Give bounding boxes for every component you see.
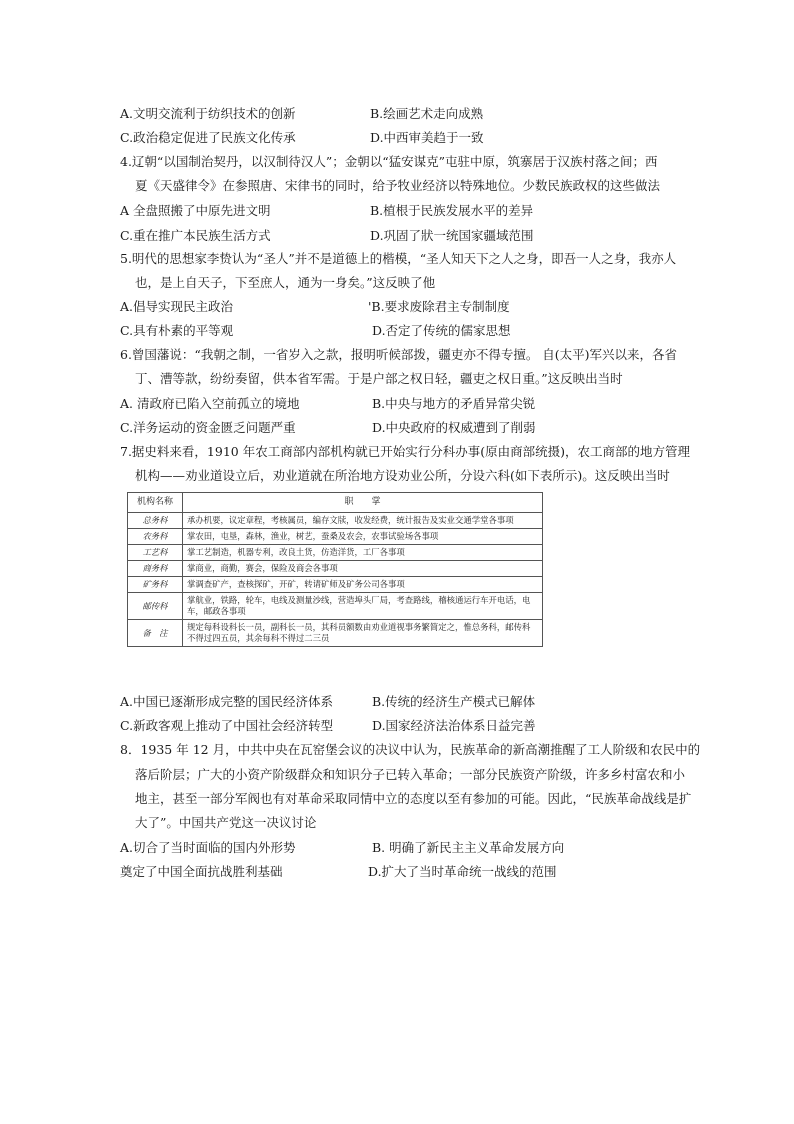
table-cell-name: 备 注 — [128, 620, 183, 647]
q4-stem-line2: 夏《天盛律令》在参照唐、宋律书的同时，给予牧业经济以特殊地位。少数民族政权的这些做法 — [135, 178, 661, 193]
q5-stem-line2: 也，是上自天子，下至庶人，通为一身矣。”这反映了他 — [135, 275, 436, 290]
table-cell-name: 邮传科 — [128, 593, 183, 620]
table-cell-duty: 掌商业，商勤，赛会，保险及商会各事项 — [183, 561, 543, 577]
q8-option-c: 奠定了中国全面抗战胜利基础 — [120, 864, 283, 879]
q7-option-a: A.中国已逐渐形成完整的国民经济体系 — [120, 694, 334, 709]
q3-option-d: D.中西审美趋于一致 — [370, 130, 484, 145]
table-cell-name: 工艺科 — [128, 545, 183, 561]
q8-option-b: B. 明确了新民主主义革命发展方向 — [372, 840, 565, 855]
table-row — [128, 545, 543, 561]
q6-stem-line2: 丁、漕等款，纷纷奏留，供本省军需。于是户部之权日轻，疆吏之权日重。”这反映出当时 — [135, 371, 623, 386]
q8-stem-line4: 大了”。中国共产党这一决议讨论 — [135, 815, 317, 830]
q6-option-b: B.中央与地方的矛盾异常尖锐 — [372, 396, 536, 411]
table-row — [128, 620, 543, 647]
q8-stem-line2: 落后阶层；广大的小资产阶级群众和知识分子已转入革命；一部分民族资产阶级，许多乡村富农和小 — [135, 767, 686, 782]
table-row — [128, 513, 543, 529]
q6-option-c: C.洋务运动的资金匮乏问题严重 — [120, 420, 296, 435]
q7-stem-line2: 机构——劝业道设立后，劝业道就在所治地方设劝业公所，分设六科(如下表所示)。这反映出当时 — [135, 468, 670, 483]
q5-option-b: 'B.要求废除君主专制制度 — [368, 299, 510, 314]
table-cell-duty: 掌农田，屯垦，森林，渔业，树艺，蚕桑及农会，农事试验场各事项 — [183, 529, 543, 545]
q8-stem-line3: 地主，甚至一部分军阀也有对革命采取同情中立的态度以至有参加的可能。因此，“民族革命战线是扩 — [135, 791, 692, 806]
q6-option-d: D.中央政府的权威遭到了削弱 — [372, 420, 536, 435]
table-cell-duty: 规定每科设科长一员，副科长一员，其科员额数由劝业道视事务繁简定之，惟总务科，邮传科不得过四五员，其余每科不得过二三员 — [183, 620, 543, 647]
q6-option-a: A. 清政府已陷入空前孤立的境地 — [120, 396, 300, 411]
table-cell-name: 农务科 — [128, 529, 183, 545]
table-header-duty: 职 掌 — [183, 493, 543, 513]
table-row — [128, 561, 543, 577]
q3-option-a: A.文明交流利于纺织技术的创新 — [120, 106, 296, 121]
table-cell-name: 商务科 — [128, 561, 183, 577]
q4-option-d: D.巩固了狀一统国家疆域范围 — [370, 228, 534, 243]
table-cell-duty: 掌航业，铁路，轮车，电线及测量沙线，营造埠头厂局，考查路线，稽核通运行车开电话，电车，邮政各事项 — [183, 593, 543, 620]
table-cell-name: 矿务科 — [128, 577, 183, 593]
q7-option-d: D.国家经济法治体系日益完善 — [372, 718, 536, 733]
q3-option-b: B.绘画艺术走向成熟 — [370, 106, 484, 121]
q7-option-b: B.传统的经济生产模式已解体 — [372, 694, 536, 709]
table-row — [128, 577, 543, 593]
table-header-name: 机构名称 — [128, 493, 183, 513]
q4-option-c: C.重在推广本民族生活方式 — [120, 228, 271, 243]
q5-option-d: D.否定了传统的儒家思想 — [372, 323, 511, 338]
table-cell-duty: 掌工艺制造，机器专利，改良土货，仿造洋货，工厂各事项 — [183, 545, 543, 561]
department-duties-table — [127, 492, 543, 647]
q5-option-c: C.具有朴素的平等观 — [120, 323, 234, 338]
table-cell-duty: 掌调查矿产，查核探矿，开矿，转请矿师及矿务公司各事项 — [183, 577, 543, 593]
q4-option-b: B.植根于民族发展水平的差异 — [370, 203, 534, 218]
table-row — [128, 593, 543, 620]
q7-stem-line1: 7.据史料来看，1910 年农工商部内部机构就已开始实行分科办事(原由商部统摄)，农工商部的地方管理 — [120, 444, 690, 459]
q8-option-a: A.切合了当时面临的国内外形势 — [120, 840, 296, 855]
table-cell-duty: 承办机要，议定章程，考核属员，编存文牍，收发经费，统计报告及实业交通学堂各事项 — [183, 513, 543, 529]
q6-stem-line1: 6.曾国藩说：“我朝之制，一省岁入之款，报明听候部拨，疆吏亦不得专擅。 自(太平)军兴以来，各省 — [120, 347, 678, 362]
q8-option-d: D.扩大了当时革命统一战线的范围 — [368, 864, 557, 879]
table-cell-name: 总务科 — [128, 513, 183, 529]
q8-stem-line1: 8．1935 年 12 月，中共中央在瓦窑堡会议的决议中认为，民族革命的新高潮推醒了工人阶级和农民中的 — [120, 742, 701, 757]
q5-stem-line1: 5.明代的思想家李贽认为“圣人”并不是道德上的楷模，“圣人知天下之人之身，即吾一人之身，我亦人 — [120, 251, 677, 266]
table-header-row — [128, 493, 543, 513]
table-row — [128, 529, 543, 545]
q5-option-a: A.倡导实现民主政治 — [120, 299, 234, 314]
q4-option-a: A 全盘照搬了中原先进文明 — [120, 203, 271, 218]
q4-stem-line1: 4.辽朝“以国制治契丹，以汉制待汉人”；金朝以“猛安谋克”屯驻中原，筑寨居于汉族村落之间；西 — [120, 154, 658, 169]
q7-option-c: C.新政客观上推动了中国社会经济转型 — [120, 718, 334, 733]
q3-option-c: C.政治稳定促进了民族文化传承 — [120, 130, 296, 145]
